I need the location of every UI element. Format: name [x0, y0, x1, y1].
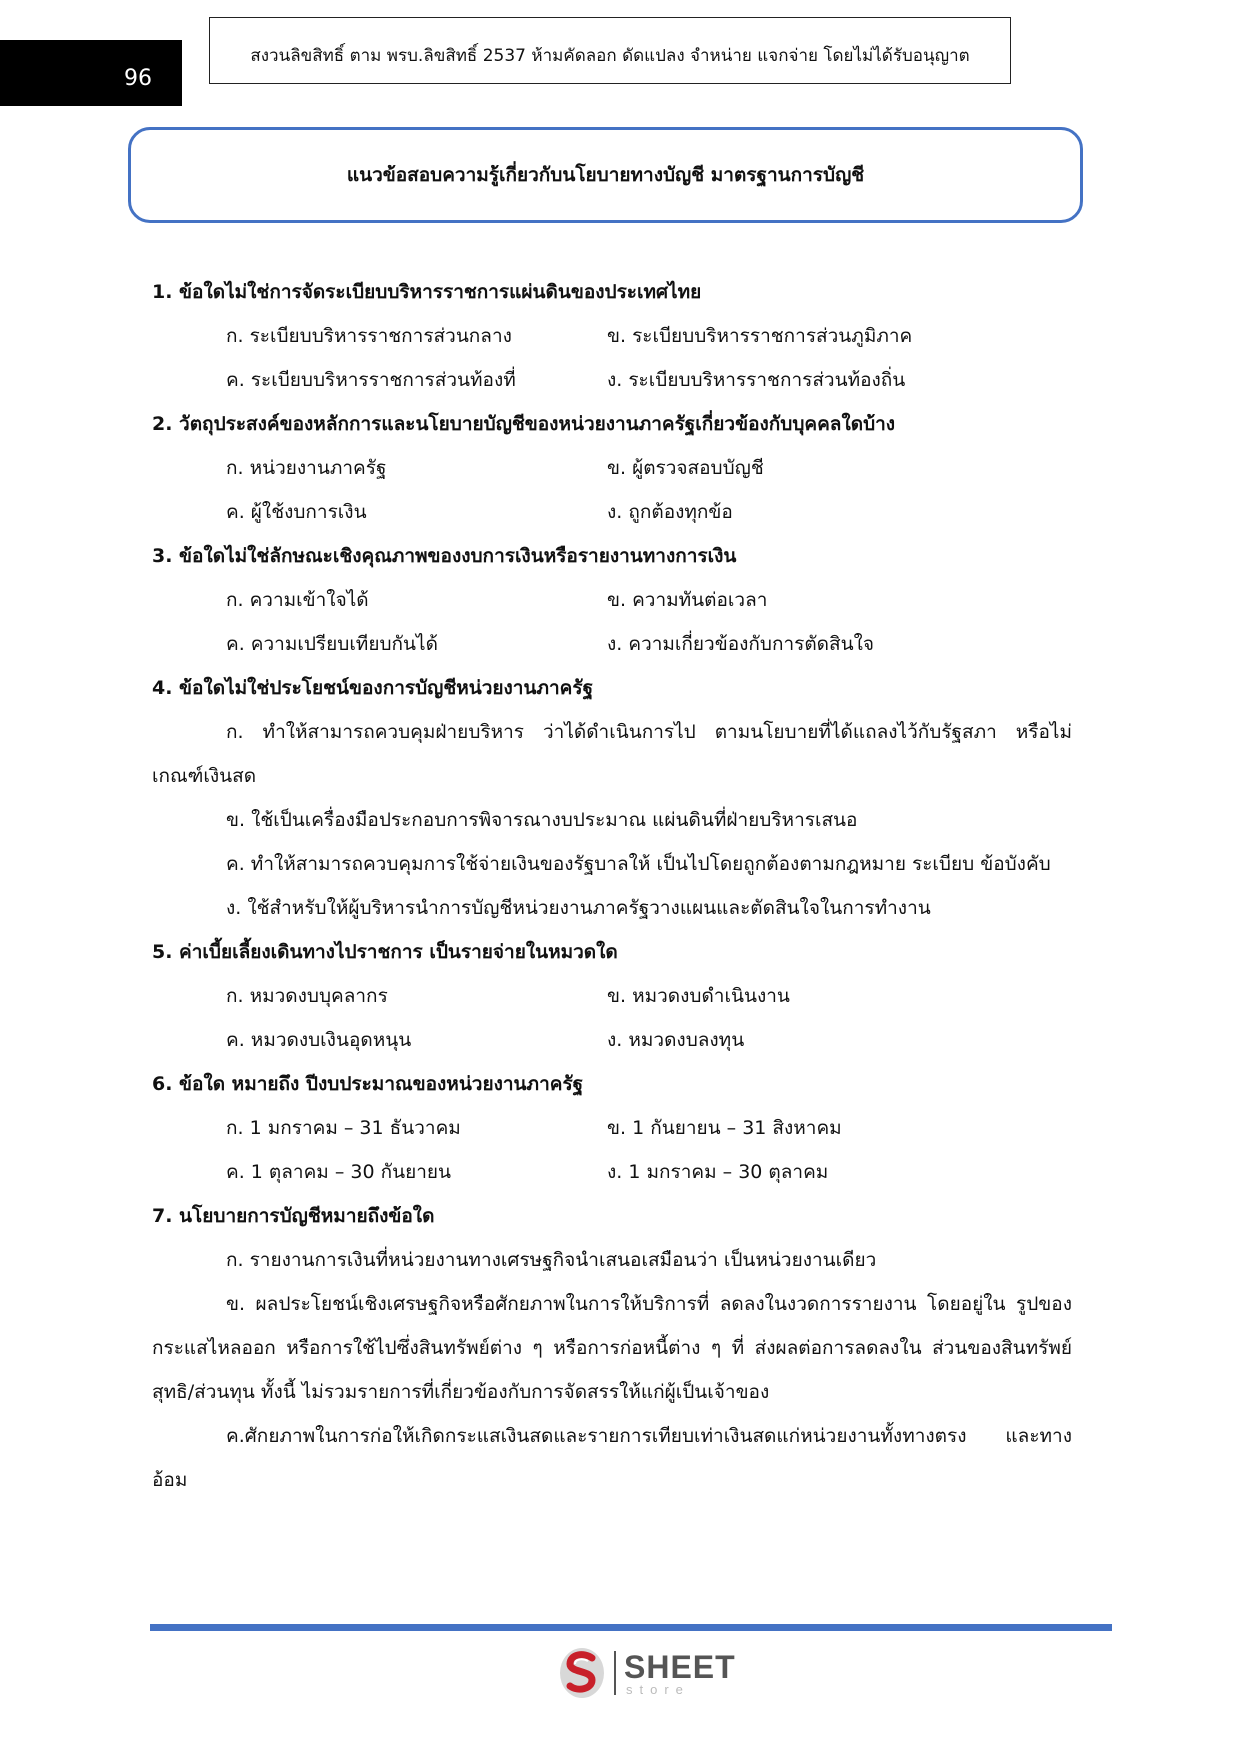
question-3-title: 3. ข้อใดไม่ใช่ลักษณะเชิงคุณภาพของงบการเงินหรือรายงานทางการเงิน — [152, 545, 737, 567]
question-3-choice-a: ก. ความเข้าใจได้ — [226, 589, 369, 611]
question-4-title: 4. ข้อใดไม่ใช่ประโยชน์ของการบัญชีหน่วยงานภาครัฐ — [152, 677, 594, 699]
question-3-choice-d: ง. ความเกี่ยวข้องกับการตัดสินใจ — [607, 633, 875, 655]
question-7-choice-b: ข. ผลประโยชน์เชิงเศรษฐกิจหรือศักยภาพในการให้บริการที่ ลดลงในงวดการรายงาน โดยอยู่ใน รูปของกระแสไหลออก หรือการใช้ไปซึ่งสินทรัพย์ต่าง ๆ หรือการก่อหนี้ต่าง ๆ ที่ ส่งผลต่อการลดลงใน ส่วนของสินทรัพย์สุทธิ/ส่วนทุน ทั้งนี้ ไม่รวมรายการที่เกี่ยวข้องกับการจัดสรรให้แก่ผู้เป็นเจ้าของ — [152, 1293, 1072, 1403]
question-2-choice-a: ก. หน่วยงานภาครัฐ — [226, 457, 387, 479]
question-3-choice-c: ค. ความเปรียบเทียบกันได้ — [226, 633, 438, 655]
question-1-choice-b: ข. ระเบียบบริหารราชการส่วนภูมิภาค — [607, 325, 913, 347]
question-2-choices-row-1 — [152, 446, 1072, 490]
logo-divider — [614, 1651, 616, 1695]
question-5-choice-d: ง. หมวดงบลงทุน — [607, 1029, 745, 1051]
footer-divider — [150, 1624, 1112, 1631]
question-6-choice-c: ค. 1 ตุลาคม – 30 กันยายน — [226, 1161, 452, 1183]
question-6-choice-a: ก. 1 มกราคม – 31 ธันวาคม — [226, 1117, 461, 1139]
question-6-choice-b: ข. 1 กันยายน – 31 สิงหาคม — [607, 1117, 842, 1139]
question-3-choice-b: ข. ความทันต่อเวลา — [607, 589, 768, 611]
question-4-choice-a: ก. ทำให้สามารถควบคุมฝ่ายบริหาร ว่าได้ดำเนินการไป ตามนโยบายที่ได้แถลงไว้กับรัฐสภา หรือไม่ เกณฑ์เงินสด — [152, 721, 1072, 787]
section-title-box — [128, 127, 1083, 223]
page-number — [0, 40, 182, 106]
question-7-choice-a: ก. รายงานการเงินที่หน่วยงานทางเศรษฐกิจนำเสนอเสมือนว่า เป็นหน่วยงานเดียว — [226, 1249, 877, 1271]
question-5-choice-a: ก. หมวดงบบุคลากร — [226, 985, 388, 1007]
question-4-choice-c: ค. ทำให้สามารถควบคุมการใช้จ่ายเงินของรัฐบาลให้ เป็นไปโดยถูกต้องตามกฎหมาย ระเบียบ ข้อบังคับ — [226, 853, 1051, 875]
question-5-choices-row-2 — [152, 1018, 1072, 1062]
question-6-choices-row-1 — [152, 1106, 1072, 1150]
question-1-choice-d: ง. ระเบียบบริหารราชการส่วนท้องถิ่น — [607, 369, 906, 391]
question-1-choice-a: ก. ระเบียบบริหารราชการส่วนกลาง — [226, 325, 512, 347]
question-7-choice-c: ค.ศักยภาพในการก่อให้เกิดกระแสเงินสดและรายการเทียบเท่าเงินสดแก่หน่วยงานทั้งทางตรง และทางอ้อม — [152, 1425, 1072, 1491]
question-6-choice-d: ง. 1 มกราคม – 30 ตุลาคม — [607, 1161, 829, 1183]
question-7-title: 7. นโยบายการบัญชีหมายถึงข้อใด — [152, 1205, 435, 1227]
copyright-notice — [209, 17, 1011, 84]
question-5-choice-b: ข. หมวดงบดำเนินงาน — [607, 985, 790, 1007]
question-1-choices-row-2 — [152, 358, 1072, 402]
question-4-choice-b: ข. ใช้เป็นเครื่องมือประกอบการพิจารณางบประมาณ แผ่นดินที่ฝ่ายบริหารเสนอ — [226, 809, 858, 831]
question-2-choices-row-2 — [152, 490, 1072, 534]
question-3-choices-row-2 — [152, 622, 1072, 666]
question-list — [152, 270, 1072, 1502]
question-1-title: 1. ข้อใดไม่ใช่การจัดระเบียบบริหารราชการแผ่นดินของประเทศไทย — [152, 281, 702, 303]
question-2-choice-d: ง. ถูกต้องทุกข้อ — [607, 501, 733, 523]
question-1-choice-c: ค. ระเบียบบริหารราชการส่วนท้องที่ — [226, 369, 516, 391]
question-3-choices-row-1 — [152, 578, 1072, 622]
question-5-choices-row-1 — [152, 974, 1072, 1018]
copyright-text: สงวนลิขสิทธิ์ ตาม พรบ.ลิขสิทธิ์ 2537 ห้ามคัดลอก ดัดแปลง จำหน่าย แจกจ่าย โดยไม่ได้รับอนุญาต — [250, 46, 970, 66]
logo-brand-sub: store — [626, 1681, 690, 1697]
page-number-text: 96 — [124, 65, 152, 91]
question-5-title: 5. ค่าเบี้ยเลี้ยงเดินทางไปราชการ เป็นรายจ่ายในหมวดใด — [152, 941, 618, 963]
question-2-title: 2. วัตถุประสงค์ของหลักการและนโยบายบัญชีของหน่วยงานภาครัฐเกี่ยวข้องกับบุคคลใดบ้าง — [152, 413, 896, 435]
question-1-choices-row-1 — [152, 314, 1072, 358]
question-2-choice-b: ข. ผู้ตรวจสอบบัญชี — [607, 457, 764, 479]
question-2-choice-c: ค. ผู้ใช้งบการเงิน — [226, 501, 367, 523]
sheet-store-s-logo-icon — [558, 1646, 606, 1700]
logo-wordmark — [624, 1648, 736, 1697]
question-6-title: 6. ข้อใด หมายถึง ปีงบประมาณของหน่วยงานภาครัฐ — [152, 1073, 584, 1095]
sheet-store-logo — [558, 1645, 736, 1701]
logo-brand-main: SHEET — [624, 1648, 736, 1685]
question-4-choice-d: ง. ใช้สำหรับให้ผู้บริหารนำการบัญชีหน่วยงานภาครัฐวางแผนและตัดสินใจในการทำงาน — [226, 897, 931, 919]
section-title: แนวข้อสอบความรู้เกี่ยวกับนโยบายทางบัญชี มาตรฐานการบัญชี — [346, 164, 865, 186]
question-5-choice-c: ค. หมวดงบเงินอุดหนุน — [226, 1029, 412, 1051]
question-6-choices-row-2 — [152, 1150, 1072, 1194]
